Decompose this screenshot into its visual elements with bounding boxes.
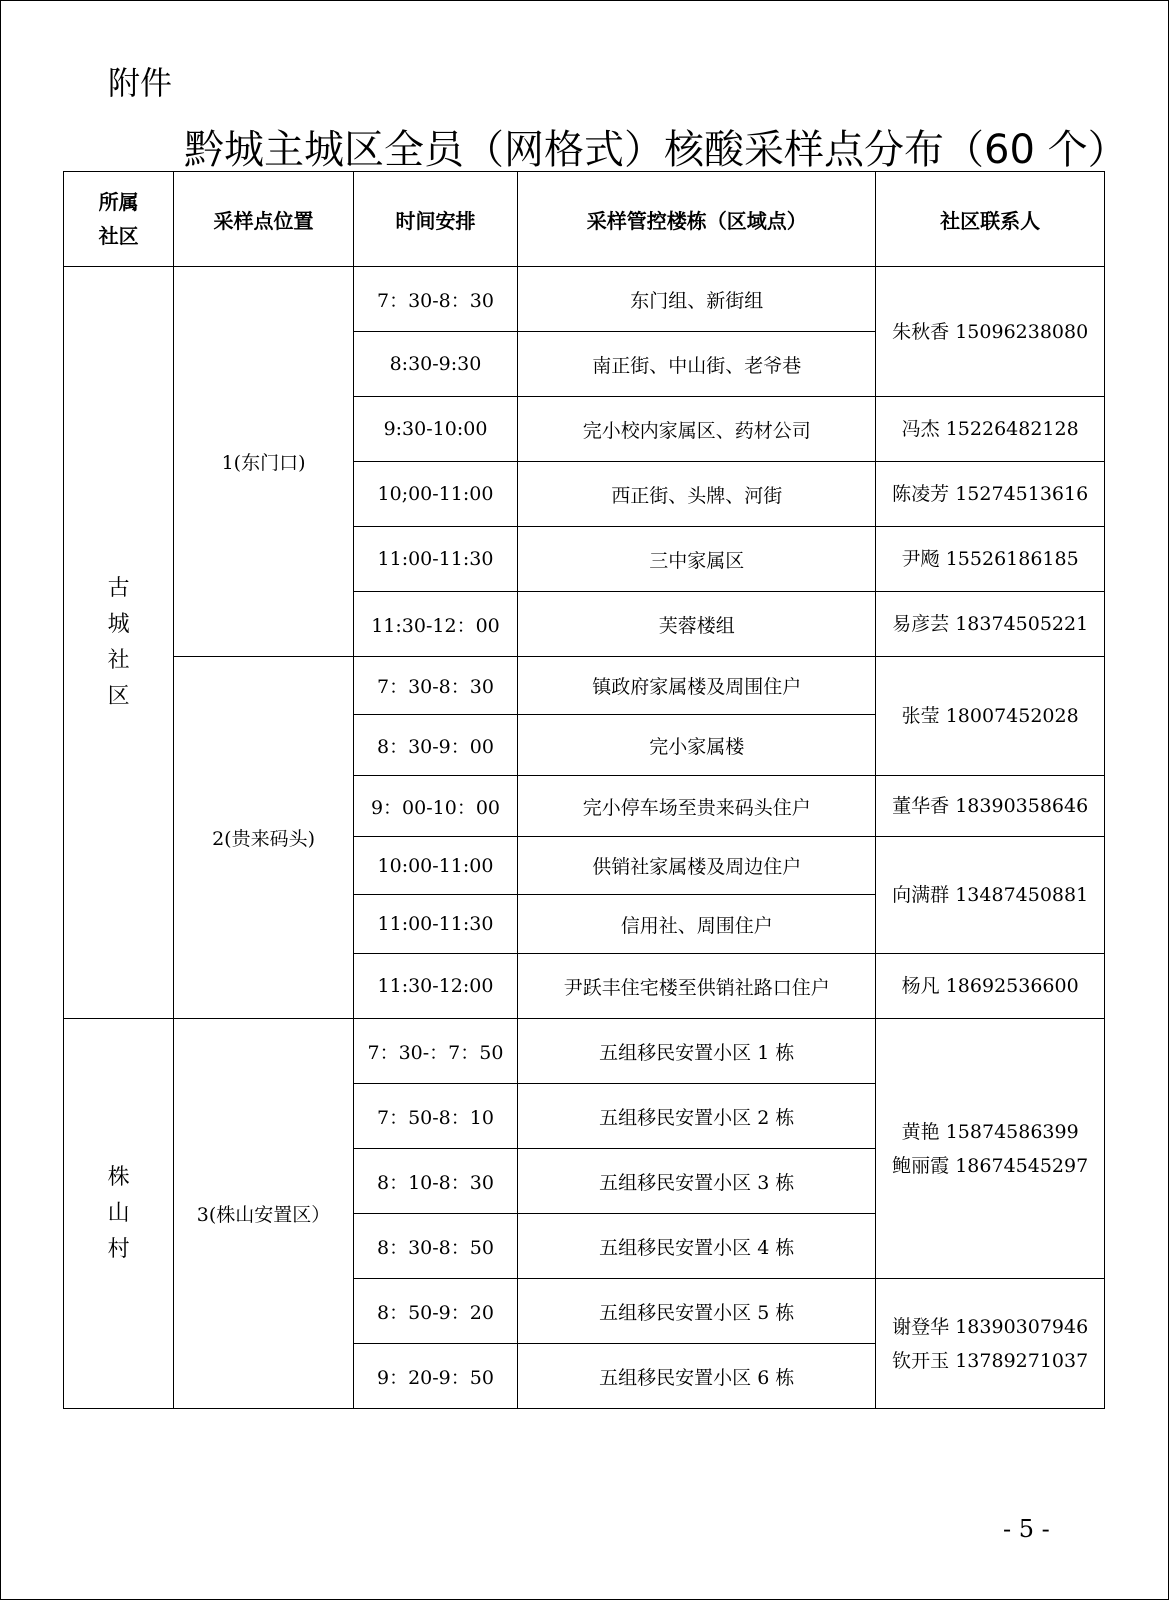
- column-header-community: 所属 社区: [64, 172, 174, 267]
- contact-cell: [876, 1019, 1105, 1279]
- area-cell: 东门组、新街组: [518, 267, 876, 332]
- time-cell: 8：30-9：00: [353, 715, 517, 776]
- time-cell: 10:00-11:00: [353, 837, 517, 895]
- site-cell: 2(贵来码头): [174, 657, 354, 1019]
- area-cell: 五组移民安置小区 2 栋: [518, 1084, 876, 1149]
- contact-name: 朱秋香 15096238080: [892, 320, 1089, 343]
- area-cell: 镇政府家属楼及周围住户: [518, 657, 876, 715]
- contact-cell: [876, 657, 1105, 776]
- time-cell: 7：30-：7：50: [353, 1019, 517, 1084]
- area-cell: 完小家属楼: [518, 715, 876, 776]
- area-cell: 供销社家属楼及周边住户: [518, 837, 876, 895]
- table-row: [64, 657, 1105, 715]
- column-header-contact: 社区联系人: [876, 172, 1105, 267]
- contact-cell: [876, 527, 1105, 592]
- site-cell: 1(东门口): [174, 267, 354, 657]
- time-cell: 11:30-12：00: [353, 592, 517, 657]
- time-cell: 8：50-9：20: [353, 1279, 517, 1344]
- contact-name: 谢登华 18390307946: [892, 1315, 1089, 1338]
- contact-cell: [876, 837, 1105, 954]
- contact-cell: [876, 776, 1105, 837]
- column-header-time: 时间安排: [353, 172, 517, 267]
- column-header-area: 采样管控楼栋（区域点）: [518, 172, 876, 267]
- area-cell: 三中家属区: [518, 527, 876, 592]
- contact-name: 张莹 18007452028: [901, 705, 1079, 727]
- area-cell: 南正街、中山街、老爷巷: [518, 332, 876, 397]
- time-cell: 7：50-8：10: [353, 1084, 517, 1149]
- time-cell: 9：00-10：00: [353, 776, 517, 837]
- area-cell: 完小停车场至贵来码头住户: [518, 776, 876, 837]
- area-cell: 芙蓉楼组: [518, 592, 876, 657]
- contact-name: 鲍丽霞 18674545297: [892, 1154, 1089, 1177]
- area-cell: 完小校内家属区、药材公司: [518, 397, 876, 462]
- column-header-site: 采样点位置: [174, 172, 354, 267]
- contact-name: 董华香 18390358646: [892, 795, 1089, 817]
- area-cell: 西正街、头牌、河街: [518, 462, 876, 527]
- community-cell: 古 城 社 区: [64, 267, 174, 1019]
- area-cell: 五组移民安置小区 1 栋: [518, 1019, 876, 1084]
- time-cell: 11:30-12:00: [353, 954, 517, 1019]
- contact-cell: [876, 397, 1105, 462]
- contact-cell: [876, 592, 1105, 657]
- time-cell: 9：20-9：50: [353, 1344, 517, 1409]
- contact-name: 尹飏 15526186185: [901, 548, 1079, 570]
- time-cell: 8：30-8：50: [353, 1214, 517, 1279]
- table-row: [64, 267, 1105, 332]
- contact-name: 杨凡 18692536600: [901, 975, 1079, 997]
- site-cell: 3(株山安置区）: [174, 1019, 354, 1409]
- time-cell: 8：10-8：30: [353, 1149, 517, 1214]
- contact-name: 黄艳 15874586399: [901, 1120, 1079, 1143]
- time-cell: 11:00-11:30: [353, 895, 517, 954]
- time-cell: 8:30-9:30: [353, 332, 517, 397]
- contact-name: 向满群 13487450881: [892, 884, 1089, 906]
- contact-name: 钦开玉 13789271037: [892, 1349, 1089, 1372]
- sampling-sites-table: [63, 171, 1105, 1409]
- page-number: - 5 -: [1003, 1515, 1050, 1543]
- contact-cell: [876, 267, 1105, 397]
- table-row: [64, 1019, 1105, 1084]
- contact-name: 易彦芸 18374505221: [892, 613, 1089, 635]
- time-cell: 11:00-11:30: [353, 527, 517, 592]
- time-cell: 9:30-10:00: [353, 397, 517, 462]
- document-title: 黔城主城区全员（网格式）核酸采样点分布（60 个）: [184, 127, 1128, 173]
- contact-cell: [876, 1279, 1105, 1409]
- contact-name: 陈凌芳 15274513616: [892, 483, 1089, 505]
- time-cell: 7：30-8：30: [353, 657, 517, 715]
- time-cell: 10;00-11:00: [353, 462, 517, 527]
- header-row: [64, 172, 1105, 267]
- attachment-label: 附件: [108, 64, 173, 102]
- contact-cell: [876, 462, 1105, 527]
- area-cell: 五组移民安置小区 5 栋: [518, 1279, 876, 1344]
- area-cell: 五组移民安置小区 3 栋: [518, 1149, 876, 1214]
- community-cell: 株 山 村: [64, 1019, 174, 1409]
- area-cell: 五组移民安置小区 4 栋: [518, 1214, 876, 1279]
- area-cell: 尹跃丰住宅楼至供销社路口住户: [518, 954, 876, 1019]
- time-cell: 7：30-8：30: [353, 267, 517, 332]
- contact-name: 冯杰 15226482128: [901, 418, 1079, 440]
- area-cell: 五组移民安置小区 6 栋: [518, 1344, 876, 1409]
- area-cell: 信用社、周围住户: [518, 895, 876, 954]
- contact-cell: [876, 954, 1105, 1019]
